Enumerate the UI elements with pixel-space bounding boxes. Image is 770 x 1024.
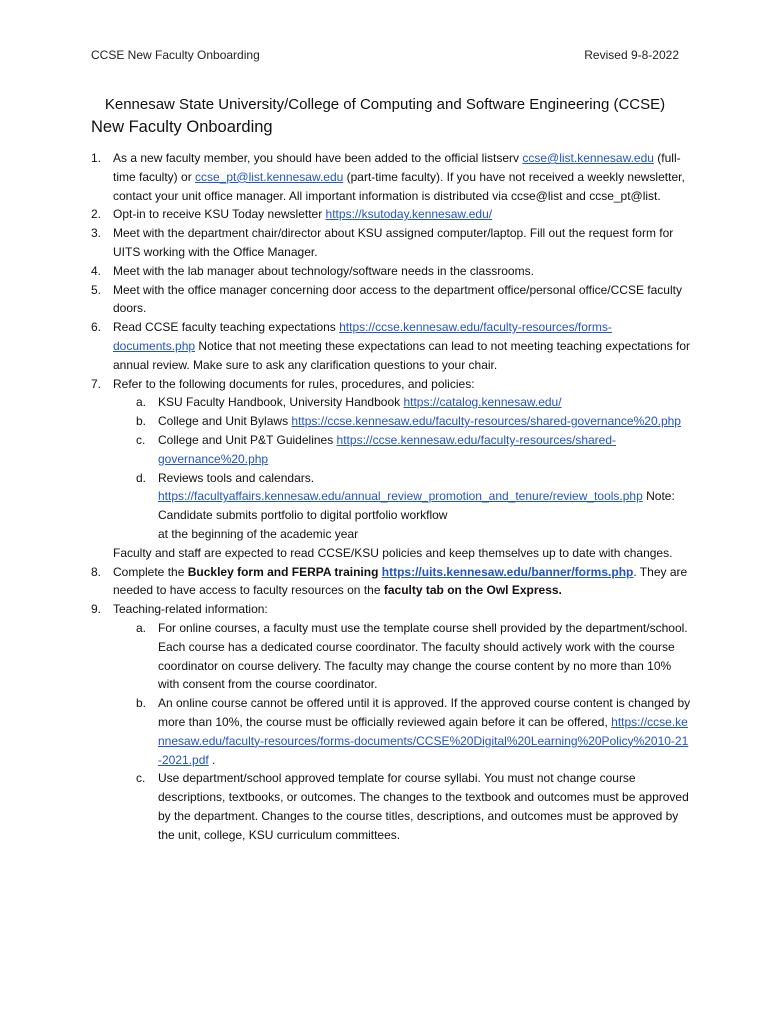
list-number: 1. [91, 151, 102, 165]
sub-text: KSU Faculty Handbook, University Handbook [158, 395, 404, 410]
list-item-8 [91, 563, 691, 601]
item-text: Meet with the office manager concerning door access to the department office/personal office/CCSE faculty doors. [113, 282, 682, 316]
list-number: 8. [91, 564, 102, 579]
list-item-3 [91, 224, 691, 262]
sub-item-c [113, 769, 691, 844]
sub-letter: b. [136, 696, 147, 711]
sub-text: . [208, 752, 216, 767]
sub-list [113, 393, 691, 543]
list-number: 2. [91, 207, 102, 222]
bylaws-link[interactable]: https://ccse.kennesaw.edu/faculty-resources/shared-governance%20.php [291, 414, 681, 429]
list-number: 5. [91, 282, 102, 297]
sub-text: College and Unit Bylaws [158, 414, 292, 429]
item-text: As a new faculty member, you should have been added to the official listserv [113, 151, 523, 165]
sub-letter: b. [136, 414, 147, 429]
bold-text: Buckley form and FERPA training [187, 564, 379, 579]
item-text: Complete the [113, 564, 188, 579]
sub-item-a [113, 393, 691, 412]
item-text: Meet with the department chair/director about KSU assigned computer/laptop. Fill out the request form for UITS working with the Office Manager. [113, 226, 674, 259]
pt-guidelines-link[interactable]: https://ccse.kennesaw.edu/faculty-resources/shared-governance%20.php [158, 432, 617, 466]
list-item-7 [91, 375, 691, 563]
sub-letter: a. [136, 395, 147, 410]
sub-item-a [113, 619, 691, 694]
sub-letter: c. [136, 771, 146, 786]
list-item-6 [91, 318, 691, 374]
listserv-pt-link[interactable]: ccse_pt@list.kennesaw.edu [195, 169, 344, 184]
list-number: 9. [91, 602, 102, 617]
item-text: Notice that not meeting these expectations can lead to not meeting teaching expectations for annual review. Make sure to ask any clarification questions to your chair. [113, 338, 691, 372]
header-right: Revised 9-8-2022 [584, 48, 679, 62]
list-item-1 [91, 149, 691, 205]
list-item-4 [91, 262, 691, 281]
document-title: Kennesaw State University/College of Computing and Software Engineering (CCSE) [104, 96, 666, 113]
sub-text: For online courses, a faculty must use the template course shell provided by the department/school. Each course has a dedicated course coordinator. The faculty should actively work with the course coordinator on course delivery. The faculty may change the course content by no more than 10% with consent from the course coordinator. [158, 620, 688, 692]
sub-item-d [113, 469, 691, 544]
sub-item-b [113, 694, 691, 769]
sub-text: at the beginning of the academic year [158, 526, 359, 541]
policies-note: Faculty and staff are expected to read CCSE/KSU policies and keep themselves up to date with changes. [113, 545, 673, 560]
sub-item-c [113, 431, 691, 469]
list-number: 6. [91, 320, 102, 335]
list-number: 4. [91, 263, 102, 278]
teaching-expectations-link[interactable]: https://ccse.kennesaw.edu/faculty-resources/forms-documents.php [113, 320, 612, 353]
sub-letter: a. [136, 620, 147, 635]
list-item-2 [91, 205, 691, 224]
sub-letter: d. [136, 470, 147, 485]
header-left: CCSE New Faculty Onboarding [91, 48, 260, 62]
sub-text: An online course cannot be offered until it is approved. If the approved course content is changed by more than 10%, the course must be officially reviewed again before it can be offered, [158, 696, 691, 729]
digital-learning-policy-link[interactable]: https://ccse.kennesaw.edu/faculty-resources/forms-documents/CCSE%20Digital%20Learning%20Policy%2010-21-2021.pdf [158, 714, 689, 767]
sub-text: College and Unit P&T Guidelines [158, 432, 337, 447]
item-text: (full-time faculty) or [113, 151, 681, 184]
ksutoday-link[interactable]: https://ksutoday.kennesaw.edu/ [325, 207, 493, 222]
sub-text: Use department/school approved template for course syllabi. You must not change course descriptions, textbooks, or outcomes. The changes to the textbook and outcomes must be approved by the department. Changes to the course titles, descriptions, and outcomes must be approved by the unit, college, KSU curriculum committees. [158, 771, 689, 842]
document-body [91, 149, 691, 844]
sub-text: Note: Candidate submits portfolio to digital portfolio workflow [158, 489, 675, 523]
onboarding-list [91, 149, 691, 844]
item-text: Meet with the lab manager about technology/software needs in the classrooms. [113, 263, 534, 278]
list-item-5 [91, 281, 691, 319]
bold-text: faculty tab on the Owl Express. [383, 583, 562, 598]
sub-list [113, 619, 691, 845]
item-text: Opt-in to receive KSU Today newsletter [113, 207, 326, 222]
review-tools-link[interactable]: https://facultyaffairs.kennesaw.edu/annual_review_promotion_and_tenure/review_tools.php [158, 489, 643, 504]
list-number: 7. [91, 376, 102, 391]
sub-item-b [113, 412, 691, 431]
document-subtitle: New Faculty Onboarding [91, 118, 273, 136]
item-text: (part-time faculty). If you have not received a weekly newsletter, contact your unit office manager. All important information is distributed via ccse@list and ccse_pt@list. [113, 169, 685, 203]
catalog-link[interactable]: https://catalog.kennesaw.edu/ [403, 395, 562, 410]
item-text: Read CCSE faculty teaching expectations [113, 320, 340, 335]
item-text: Teaching-related information: [113, 602, 268, 617]
sub-text: Reviews tools and calendars. [158, 470, 315, 485]
listserv-link[interactable]: ccse@list.kennesaw.edu [522, 151, 654, 165]
banner-forms-link[interactable]: https://uits.kennesaw.edu/banner/forms.php [381, 564, 634, 579]
list-number: 3. [91, 226, 102, 241]
item-text: Refer to the following documents for rules, procedures, and policies: [113, 376, 475, 391]
list-item-9 [91, 600, 691, 844]
item-text: . They are needed to have access to faculty resources on the [113, 564, 688, 598]
sub-letter: c. [136, 432, 146, 447]
